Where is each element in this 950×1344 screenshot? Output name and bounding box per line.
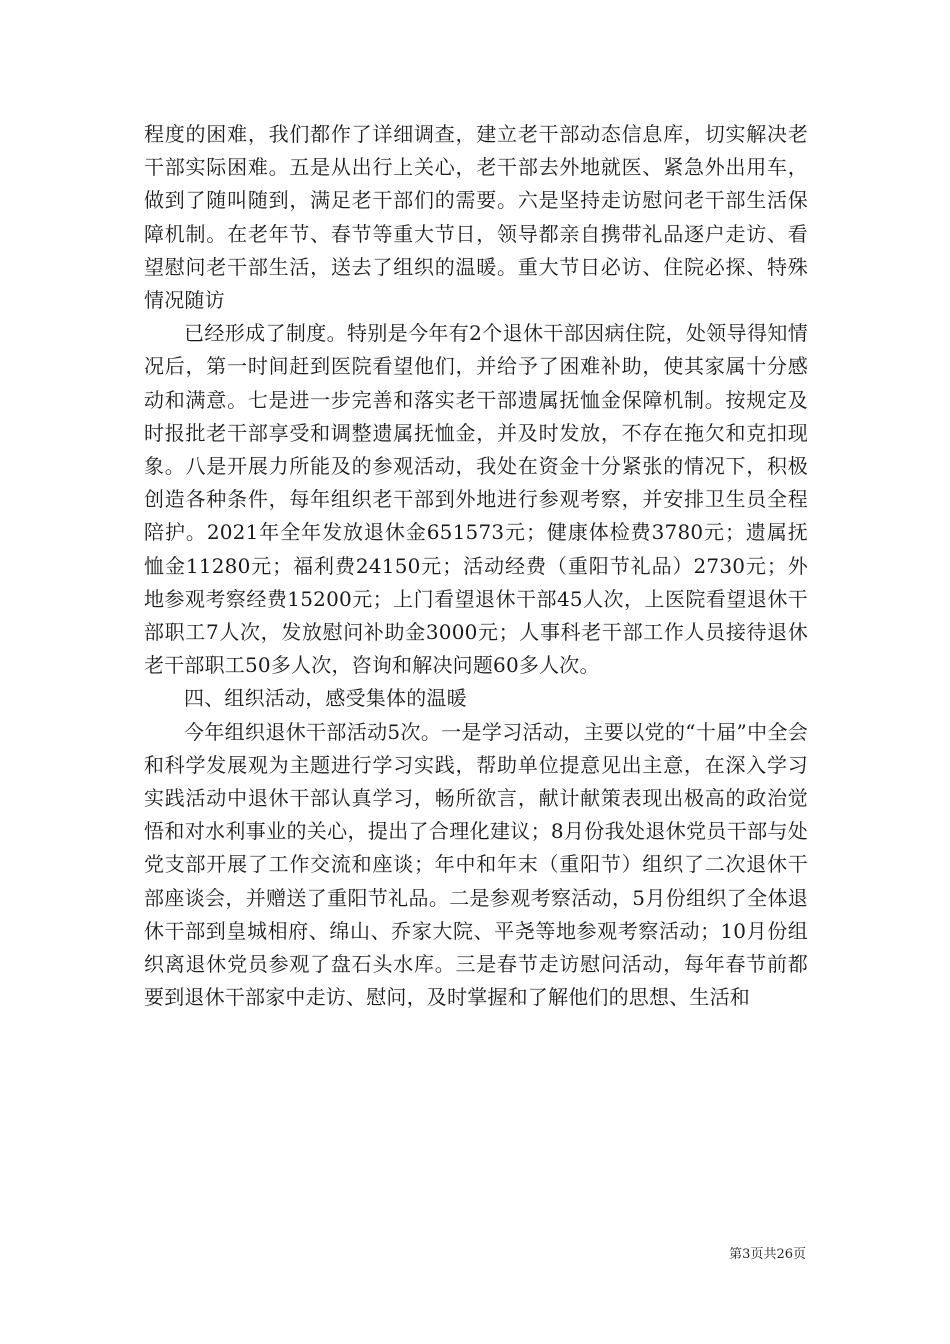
section-heading-4: 四、组织活动，感受集体的温暖 <box>184 686 467 711</box>
body-text <box>144 118 808 1014</box>
paragraph-1: 程度的困难，我们都作了详细调查，建立老干部动态信息库，切实解决老干部实际困难。五是从出行上关心，老干部去外地就医、紧急外出用车，做到了随叫随到，满足老干部们的需要。六是坚持走访慰问老干部生活保障机制。在老年节、春节等重大节日，领导都亲自携带礼品逐户走访、看望慰问老干部生活，送去了组织的温暖。重大节日必访、住院必探、特殊情况随访 <box>144 122 808 313</box>
page-number-footer: 第3页共26页 <box>729 1247 806 1262</box>
paragraph-2: 已经形成了制度。特别是今年有2个退休干部因病住院，处领导得知情况后，第一时间赶到医院看望他们，并给予了困难补助，使其家属十分感动和满意。七是进一步完善和落实老干部遗属抚恤金保障机制。按规定及时报批老干部享受和调整遗属抚恤金，并及时发放，不存在拖欠和克扣现象。八是开展力所能及的参观活动，我处在资金十分紧张的情况下，积极创造各种条件，每年组织老干部到外地进行参观考察，并安排卫生员全程陪护。2021年全年发放退休金651573元；健康体检费3780元；遗属抚恤金11280元；福利费24150元；活动经费（重阳节礼品）2730元；外地参观考察经费15200元；上门看望退休干部45人次，上医院看望退休干部职工7人次，发放慰问补助金3000元；人事科老干部工作人员接待退休老干部职工50多人次，咨询和解决问题60多人次。 <box>144 321 808 678</box>
paragraph-3: 今年组织退休干部活动5次。一是学习活动，主要以党的“十届”中全会和科学发展观为主题进行学习实践，帮助单位提意见出主意，在深入学习实践活动中退休干部认真学习，畅所欲言，献计献策表现出极高的政治觉悟和对水利事业的关心，提出了合理化建议；8月份我处退休党员干部与处党支部开展了工作交流和座谈；年中和年末（重阳节）组织了二次退休干部座谈会，并赠送了重阳节礼品。二是参观考察活动，5月份组织了全体退休干部到皇城相府、绵山、乔家大院、平尧等地参观考察活动；10月份组织离退休党员参观了盘石头水库。三是春节走访慰问活动，每年春节前都要到退休干部家中走访、慰问，及时掌握和了解他们的思想、生活和 <box>144 719 808 1010</box>
